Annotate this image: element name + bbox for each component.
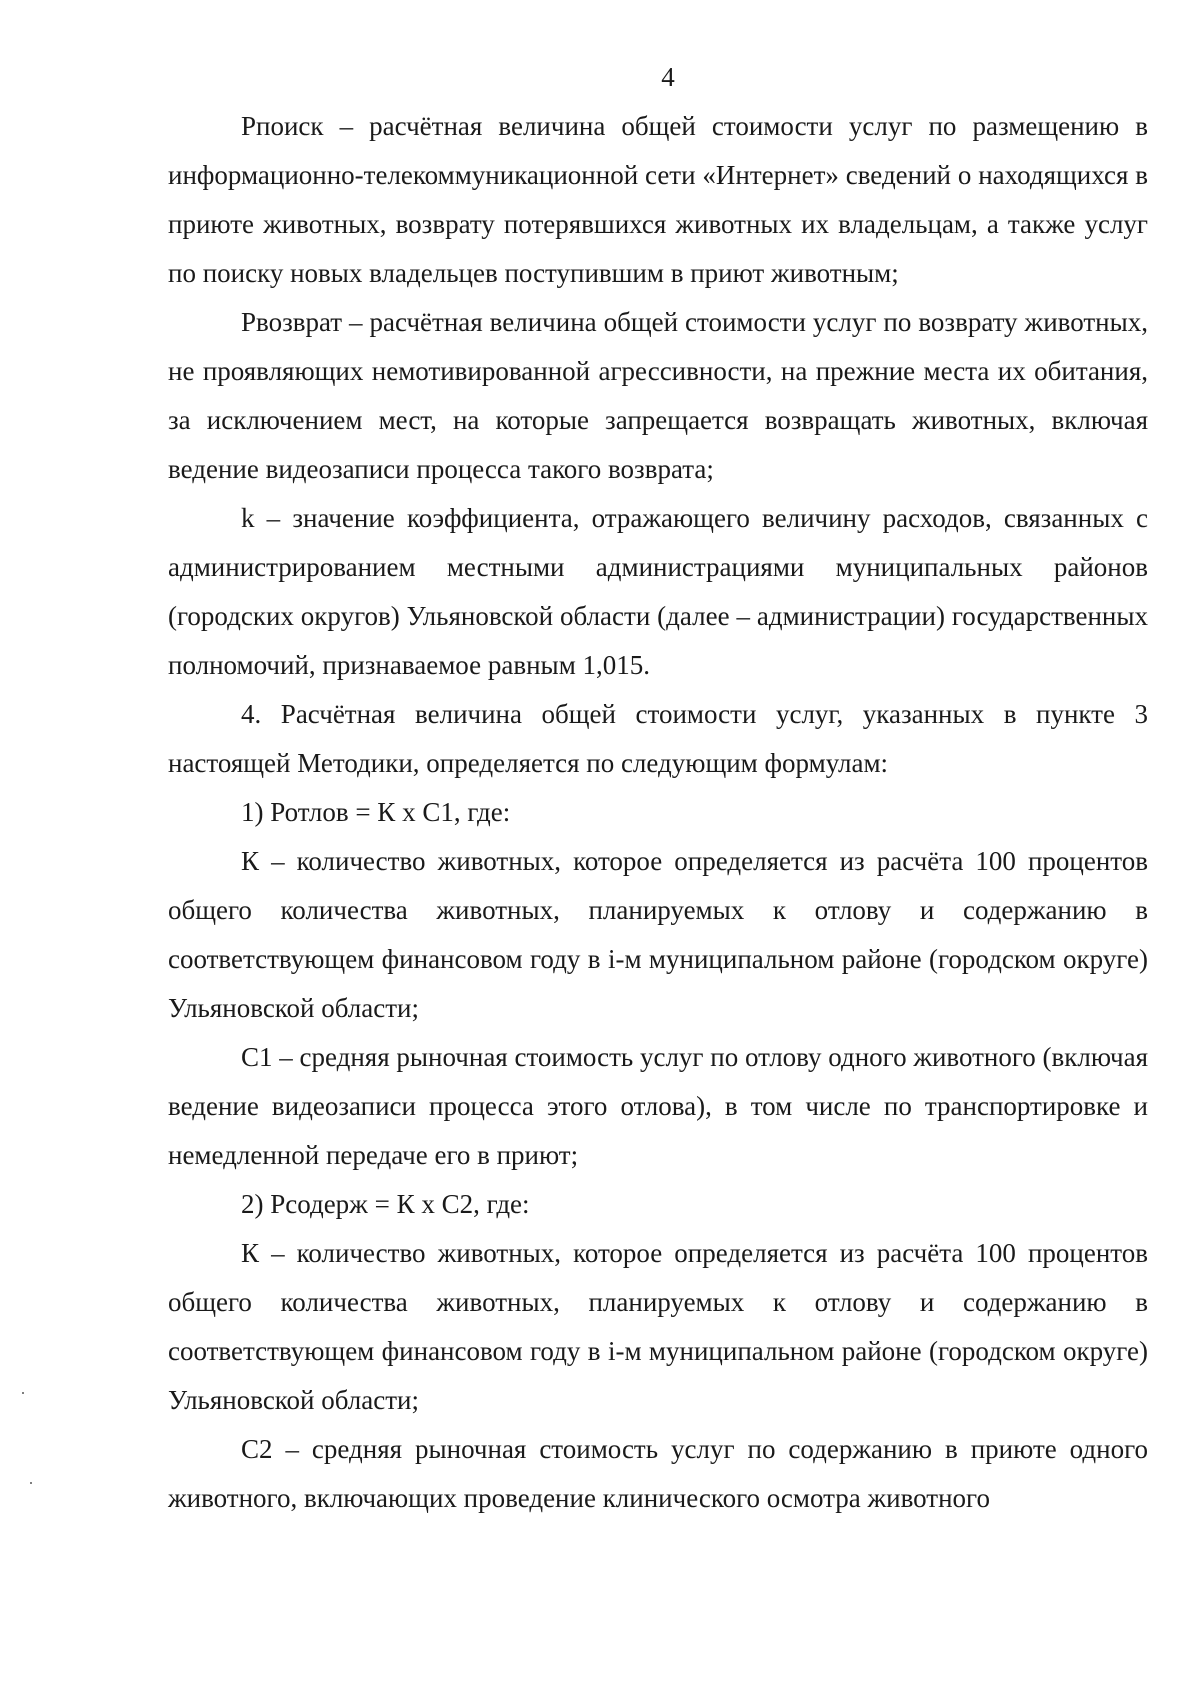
formula-rotlov: 1) Ротлов = К х С1, где: — [241, 797, 511, 827]
paragraph-rpoisk-definition: Рпоиск – расчётная величина общей стоимости услуг по размещению в информационно-телекоммуникационной сети «Интернет» сведений о находящихся в приюте животных, возврату потерявшихся животных их владельцам, а также услуг по поиску новых владельцев поступившим в приют животным; — [168, 111, 1148, 288]
scan-speck — [22, 1392, 24, 1394]
paragraph-clause-4: 4. Расчётная величина общей стоимости услуг, указанных в пункте 3 настоящей Методики, определяется по следующим формулам: — [168, 699, 1148, 778]
paragraph-k-count-2: К – количество животных, которое определяется из расчёта 100 процентов общего количества животных, планируемых к отлову и содержанию в соответствующем финансовом году в i-м муниципальном районе (городском округе) Ульяновской области; — [168, 1238, 1148, 1415]
paragraph-k-coefficient: k – значение коэффициента, отражающего величину расходов, связанных с администрированием местными администрациями муниципальных районов (городских округов) Ульяновской области (далее – администрации) государственных полномочий, признаваемое равным 1,015. — [168, 503, 1148, 680]
formula-rsoderzh: 2) Рсодерж = К х С2, где: — [241, 1189, 530, 1219]
paragraph-k-count-1: К – количество животных, которое определяется из расчёта 100 процентов общего количества животных, планируемых к отлову и содержанию в соответствующем финансовом году в i-м муниципальном районе (городском округе) Ульяновской области; — [168, 846, 1148, 1023]
paragraph-c2-definition: С2 – средняя рыночная стоимость услуг по содержанию в приюте одного животного, включающих проведение клинического осмотра животного — [168, 1434, 1148, 1513]
paragraph-c1-definition: С1 – средняя рыночная стоимость услуг по отлову одного животного (включая ведение видеозаписи процесса этого отлова), в том числе по транспортировке и немедленной передаче его в приют; — [168, 1042, 1148, 1170]
paragraph-rvozvrat-definition: Рвозврат – расчётная величина общей стоимости услуг по возврату животных, не проявляющих немотивированной агрессивности, на прежние места их обитания, за исключением мест, на которые запрещается возвращать животных, включая ведение видеозаписи процесса такого возврата; — [168, 307, 1148, 484]
document-body — [168, 102, 1148, 1523]
scan-speck — [30, 1482, 32, 1484]
page-number: 4 — [661, 62, 675, 92]
